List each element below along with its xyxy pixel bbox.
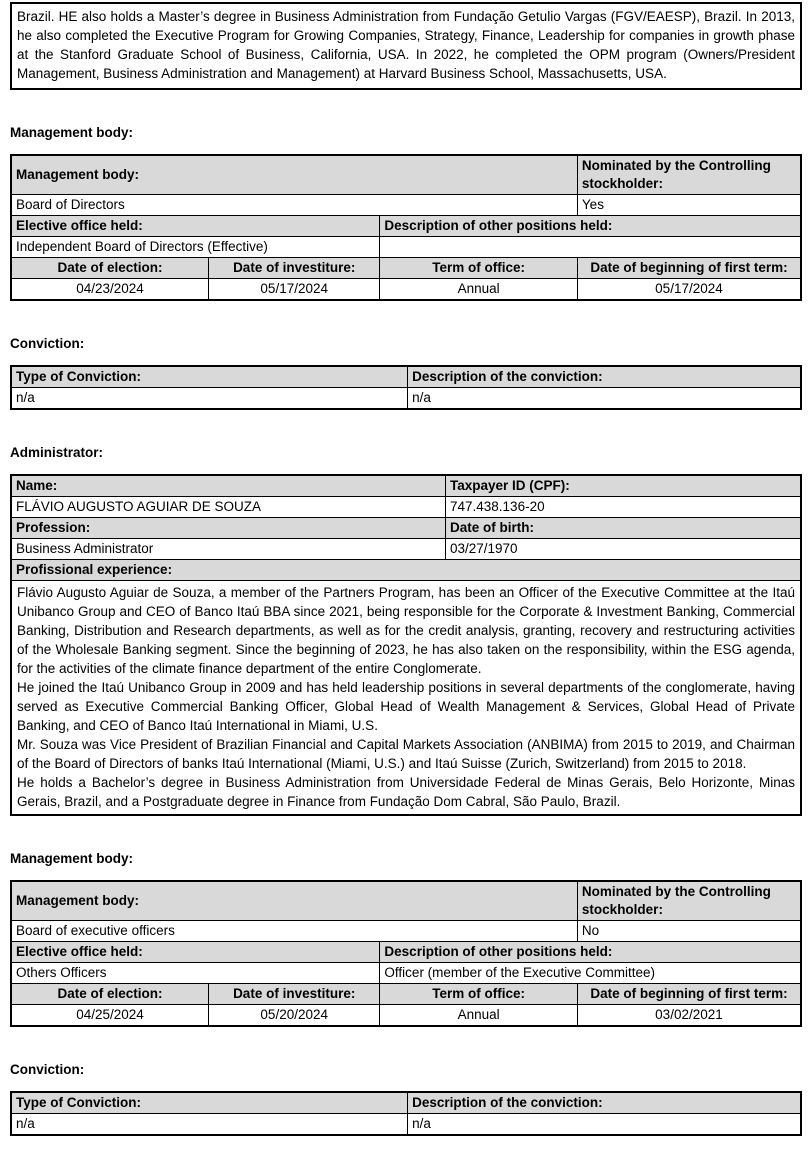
term-of-office-value-cell: Annual — [380, 1005, 578, 1027]
birth-label-cell: Date of birth: — [446, 518, 802, 539]
nominated-label-cell: Nominated by the Controlling stockholder: — [577, 881, 801, 921]
conviction-type-label-cell: Type of Conviction: — [11, 1092, 408, 1114]
date-of-beginning-label-cell: Date of beginning of first term: — [577, 984, 801, 1005]
management-body-1-heading: Management body: — [10, 125, 134, 140]
date-of-election-value-cell: 04/23/2024 — [11, 279, 209, 301]
education-continuation-box — [10, 2, 802, 90]
cpf-value-cell: 747.438.136-20 — [446, 497, 802, 518]
experience-paragraph: Mr. Souza was Vice President of Brazilian Financial and Capital Markets Association (ANBIMA) from 2015 to 2019, and Chairman of the Board of Directors of banks Itaú International (Miami, U.S.) and Itaú Suisse (Zurich, Switzerland) from 2015 to 2018. — [17, 737, 795, 771]
experience-paragraph: He joined the Itaú Unibanco Group in 2009 and has held leadership positions in several departments of the conglomerate, having served as Executive Commercial Banking Officer, Global Head of Wealth Management & Services, Global Head of Private Banking, and CEO of Banco Itaú International in Miami, U.S. — [17, 680, 795, 733]
term-of-office-label-cell: Term of office: — [380, 258, 578, 279]
table-row — [11, 560, 801, 581]
conviction-type-label-cell: Type of Conviction: — [11, 366, 408, 388]
date-of-beginning-value-cell: 03/02/2021 — [577, 1005, 801, 1027]
table-row — [11, 1005, 801, 1027]
date-of-beginning-value-cell: 05/17/2024 — [577, 279, 801, 301]
conviction-description-label-cell: Description of the conviction: — [408, 366, 801, 388]
experience-paragraph: He holds a Bachelor’s degree in Business Administration from Universidade Federal de Minas Gerais, Belo Horizonte, Minas Gerais, Brazil, and a Postgraduate degree in Finance from Fundação Dom Cabral, São Paulo, Brazil. — [17, 775, 795, 809]
conviction-1-heading: Conviction: — [10, 336, 85, 351]
other-positions-value-cell — [380, 237, 801, 258]
profession-label-cell: Profession: — [11, 518, 446, 539]
conviction-table-2 — [10, 1091, 802, 1136]
table-row — [11, 539, 801, 560]
date-of-investiture-value-cell: 05/20/2024 — [209, 1005, 380, 1027]
other-positions-value-cell: Officer (member of the Executive Committee) — [380, 963, 801, 984]
profession-value-cell: Business Administrator — [11, 539, 446, 560]
date-of-election-label-cell: Date of election: — [11, 258, 209, 279]
table-row — [11, 518, 801, 539]
date-of-investiture-label-cell: Date of investiture: — [209, 258, 380, 279]
management-body-label-cell: Management body: — [11, 881, 577, 921]
other-positions-label-cell: Description of other positions held: — [380, 216, 801, 237]
table-row — [11, 881, 801, 921]
elective-office-label-cell: Elective office held: — [11, 942, 380, 963]
experience-paragraph: Flávio Augusto Aguiar de Souza, a member of the Partners Program, has been an Officer of the Executive Committee at the Itaú Unibanco Group and CEO of Banco Itaú BBA since 2021, being responsible for the Corporate & Investment Banking, Commercial Banking, Distribution and Research departments, as well as for the credit analysis, granting, recovery and restructuring activities of the Wholesale Banking segment. Since the beginning of 2023, he has also taken on the responsibility, within the ESG agenda, for the activities of the climate finance department of the entire Conglomerate. — [17, 585, 795, 676]
elective-office-label-cell: Elective office held: — [11, 216, 380, 237]
date-of-investiture-label-cell: Date of investiture: — [209, 984, 380, 1005]
table-row — [11, 497, 801, 518]
table-row — [11, 366, 801, 388]
table-row — [11, 963, 801, 984]
date-of-election-label-cell: Date of election: — [11, 984, 209, 1005]
date-of-beginning-label-cell: Date of beginning of first term: — [577, 258, 801, 279]
term-of-office-value-cell: Annual — [380, 279, 578, 301]
conviction-description-value-cell: n/a — [408, 1114, 801, 1136]
experience-label-cell: Profissional experience: — [11, 560, 801, 581]
table-row — [11, 1114, 801, 1136]
management-body-value-cell: Board of executive officers — [11, 921, 577, 942]
nominated-label-cell: Nominated by the Controlling stockholder: — [577, 155, 801, 195]
table-row — [11, 942, 801, 963]
table-row — [11, 581, 801, 816]
management-body-label-cell: Management body: — [11, 155, 577, 195]
name-value-cell: FLÁVIO AUGUSTO AGUIAR DE SOUZA — [11, 497, 446, 518]
nominated-value-cell: Yes — [577, 195, 801, 216]
management-body-value-cell: Board of Directors — [11, 195, 577, 216]
table-row — [11, 155, 801, 195]
administrator-table — [10, 474, 802, 816]
date-of-investiture-value-cell: 05/17/2024 — [209, 279, 380, 301]
nominated-value-cell: No — [577, 921, 801, 942]
table-row — [11, 1092, 801, 1114]
table-row — [11, 388, 801, 410]
experience-value-cell — [11, 581, 801, 816]
conviction-type-value-cell: n/a — [11, 388, 408, 410]
conviction-table-1 — [10, 365, 802, 410]
date-of-election-value-cell: 04/25/2024 — [11, 1005, 209, 1027]
table-row — [11, 921, 801, 942]
management-body-table-2 — [10, 880, 802, 1027]
table-row — [11, 216, 801, 237]
term-of-office-label-cell: Term of office: — [380, 984, 578, 1005]
management-body-table-1 — [10, 154, 802, 301]
birth-value-cell: 03/27/1970 — [446, 539, 802, 560]
table-row — [11, 279, 801, 301]
conviction-2-heading: Conviction: — [10, 1062, 85, 1077]
table-row — [11, 984, 801, 1005]
table-row — [11, 258, 801, 279]
education-continuation-text: Brazil. HE also holds a Master’s degree in Business Administration from Fundação Getulio Vargas (FGV/EAESP), Brazil. In 2013, he also completed the Executive Program for Growing Companies, Strategy, Finance, Leadership for companies in growth phase at the Stanford Graduate School of Business, California, USA. In 2022, he completed the OPM program (Owners/President Management, Business Administration and Management) at Harvard Business School, Massachusetts, USA. — [17, 9, 795, 81]
cpf-label-cell: Taxpayer ID (CPF): — [446, 475, 802, 497]
table-row — [11, 195, 801, 216]
administrator-heading: Administrator: — [10, 445, 104, 460]
conviction-description-value-cell: n/a — [408, 388, 801, 410]
name-label-cell: Name: — [11, 475, 446, 497]
other-positions-label-cell: Description of other positions held: — [380, 942, 801, 963]
elective-office-value-cell: Others Officers — [11, 963, 380, 984]
elective-office-value-cell: Independent Board of Directors (Effective) — [11, 237, 380, 258]
conviction-type-value-cell: n/a — [11, 1114, 408, 1136]
management-body-2-heading: Management body: — [10, 851, 134, 866]
conviction-description-label-cell: Description of the conviction: — [408, 1092, 801, 1114]
table-row — [11, 475, 801, 497]
table-row — [11, 237, 801, 258]
